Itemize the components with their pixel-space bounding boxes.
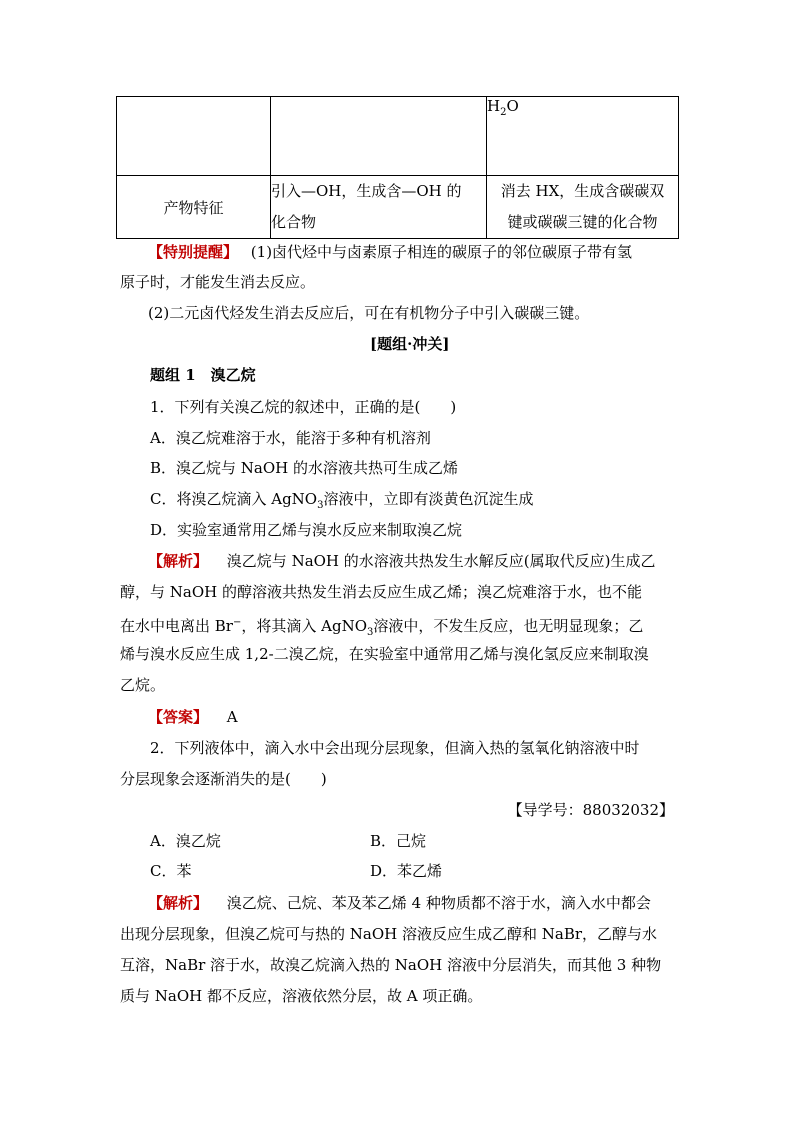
question-2-stem: 分层现象会逐渐消失的是( )	[120, 770, 327, 788]
cell-line: 键或碳碳三键的化合物	[507, 213, 658, 231]
table-row	[117, 176, 679, 239]
analysis-text: ，将其滴入 AgNO	[241, 617, 367, 635]
subscript: 3	[317, 500, 324, 511]
analysis-tag: 【解析】	[148, 552, 209, 570]
analysis-text: 溴乙烷与 NaOH 的水溶液共热发生水解反应(属取代反应)生成乙	[226, 552, 656, 570]
q2-analysis-line: 质与 NaOH 都不反应，溶液依然分层，故 A 项正确。	[120, 987, 483, 1005]
tip-line: 原子时，才能发生消去反应。	[120, 273, 316, 291]
option-text: 溶液中，立即有淡黄色沉淀生成	[323, 490, 534, 508]
option-text: C．将溴乙烷滴入 AgNO	[150, 490, 318, 508]
q1-answer	[148, 707, 238, 727]
comparison-table	[116, 96, 679, 239]
guide-number: 【导学号：88032032】	[507, 801, 674, 819]
special-tip-tag: 【特别提醒】	[148, 243, 239, 261]
cell-line: 化合物	[271, 213, 317, 231]
q1-option-d: D．实验室通常用乙烯与溴水反应来制取溴乙烷	[150, 521, 463, 539]
q1-option-a: A．溴乙烷难溶于水，能溶于多种有机溶剂	[150, 429, 431, 447]
q1-analysis-line	[120, 613, 643, 643]
analysis-text: 溴乙烷、己烷、苯及苯乙烯 4 种物质都不溶于水，滴入水中都会	[226, 894, 651, 912]
superscript: −	[232, 617, 242, 628]
analysis-text: 溶液中，不发生反应，也无明显现象；乙	[373, 617, 644, 635]
tip-paragraph-1	[148, 242, 632, 262]
q2-analysis-line	[148, 893, 651, 913]
row-label-product-feature: 产物特征	[117, 176, 271, 239]
q2-option-c: C．苯	[150, 862, 192, 880]
analysis-tag: 【解析】	[148, 894, 209, 912]
elimination-product-cell	[487, 176, 679, 239]
q1-analysis-line: 乙烷。	[120, 676, 166, 694]
h2o-h: H	[487, 97, 501, 115]
subscript: 3	[367, 627, 374, 638]
h2o-o: O	[506, 97, 519, 115]
q2-analysis-line: 出现分层现象，但溴乙烷可与热的 NaOH 溶液反应生成乙醇和 NaBr，乙醇与水	[120, 925, 658, 943]
q1-option-b: B．溴乙烷与 NaOH 的水溶液共热可生成乙烯	[150, 459, 459, 477]
tip-text: (1)卤代烃中与卤素原子相连的碳原子的邻位碳原子带有氢	[250, 243, 633, 261]
table-cell-h2o	[487, 97, 679, 176]
answer-value: A	[226, 708, 238, 726]
section-header: [题组·冲关]	[370, 335, 450, 353]
question-2-stem: 2．下列液体中，滴入水中会出现分层现象，但滴入热的氢氧化钠溶液中时	[150, 739, 640, 757]
q1-analysis-line: 烯与溴水反应生成 1,2-二溴乙烷，在实验室中通常用乙烯与溴化氢反应来制取溴	[120, 645, 649, 663]
cell-line: 消去 HX，生成含碳碳双	[500, 182, 665, 200]
q2-option-a: A．溴乙烷	[150, 832, 221, 850]
q2-analysis-line: 互溶，NaBr 溶于水，故溴乙烷滴入热的 NaOH 溶液中分层消失，而其他 3 种物	[120, 956, 662, 974]
table-cell	[117, 97, 271, 176]
q2-option-b: B．己烷	[370, 832, 427, 850]
cell-line: 引入—OH，生成含—OH 的	[271, 182, 462, 200]
table-row	[117, 97, 679, 176]
q2-option-d: D．苯乙烯	[370, 862, 443, 880]
h2o-sub: 2	[500, 107, 507, 118]
answer-tag: 【答案】	[148, 708, 209, 726]
tip-paragraph-2: (2)二元卤代烃发生消去反应后，可在有机物分子中引入碳碳三键。	[148, 304, 590, 322]
substitution-product-cell	[271, 176, 487, 239]
q1-option-c	[150, 489, 534, 516]
q1-analysis-line: 醇，与 NaOH 的醇溶液共热发生消去反应生成乙烯；溴乙烷难溶于水，也不能	[120, 583, 642, 601]
analysis-text: 在水中电离出 Br	[120, 617, 233, 635]
group-title: 题组 1 溴乙烷	[150, 366, 256, 384]
q1-analysis-line	[148, 551, 656, 571]
question-1-stem: 1．下列有关溴乙烷的叙述中，正确的是( )	[150, 398, 457, 416]
table-cell	[271, 97, 487, 176]
